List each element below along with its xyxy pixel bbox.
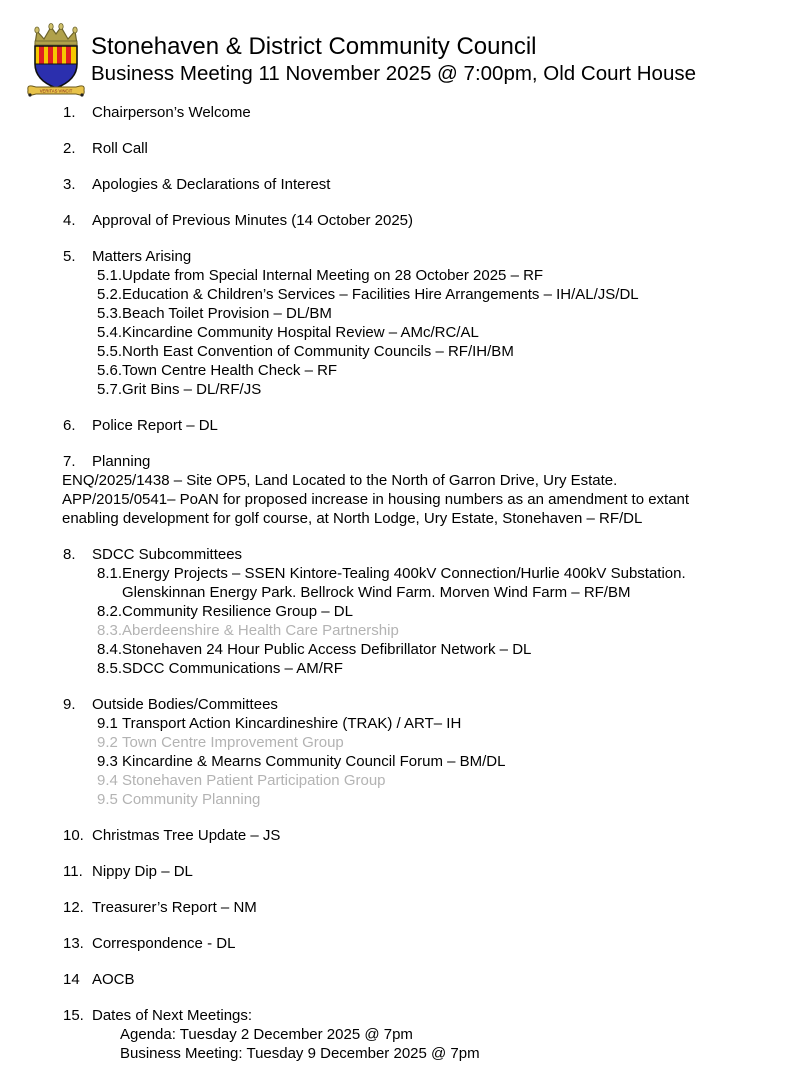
agenda-item-row — [63, 139, 800, 158]
agenda-subitem — [97, 602, 800, 621]
agenda-subitem-line: Town Centre Improvement Group — [122, 734, 344, 751]
agenda-subitem-number: 5.6. — [97, 362, 123, 379]
agenda-subitem-line: Transport Action Kincardineshire (TRAK) / ART– IH — [122, 715, 462, 732]
agenda-subitem-text — [122, 380, 782, 399]
agenda-item-title: Chairperson’s Welcome — [92, 104, 251, 121]
agenda-subitem — [97, 323, 800, 342]
agenda-item-row — [63, 452, 800, 471]
crest-motto-text: VERITAS VINCIT — [39, 88, 73, 94]
agenda-item-title: Matters Arising — [92, 248, 192, 265]
agenda-item-title: Roll Call — [92, 140, 148, 157]
agenda-subitem — [97, 285, 800, 304]
agenda-subitem-line: North East Convention of Community Councils – RF/IH/BM — [122, 343, 514, 360]
agenda-subitem-number: 8.5. — [97, 660, 123, 677]
agenda-item-row — [63, 545, 800, 564]
agenda-item-number: 8. — [63, 546, 76, 563]
agenda-subitem-line: Community Planning — [122, 791, 261, 808]
agenda-item-number: 15. — [63, 1007, 84, 1024]
agenda-subitem-line: Stonehaven 24 Hour Public Access Defibrillator Network – DL — [122, 641, 532, 658]
agenda-paragraph-line: APP/2015/0541– PoAN for proposed increase in housing numbers as an amendment to extant — [62, 491, 690, 508]
agenda-subitem-number: 9.1 — [97, 715, 118, 732]
agenda-subitem-number: 9.3 — [97, 753, 118, 770]
agenda-subitem-line: Update from Special Internal Meeting on 28 October 2025 – RF — [122, 267, 544, 284]
agenda-item-title: Dates of Next Meetings: — [92, 1007, 253, 1024]
agenda-item-row — [63, 175, 800, 194]
agenda-subitem-text — [122, 602, 782, 621]
agenda-subitem-line: Education & Children’s Services – Facilities Hire Arrangements – IH/AL/JS/DL — [122, 286, 639, 303]
agenda-item-row — [63, 898, 800, 917]
agenda-subitem — [97, 752, 800, 771]
agenda-item-number: 11. — [63, 863, 83, 880]
agenda-item — [0, 452, 800, 528]
agenda-item-row — [63, 416, 800, 435]
agenda-item — [0, 139, 800, 158]
agenda-subitem — [97, 361, 800, 380]
agenda-subitem-line: Energy Projects – SSEN Kintore-Tealing 400kV Connection/Hurlie 400kV Substation. — [122, 565, 686, 582]
agenda-item — [0, 695, 800, 809]
agenda-subitem — [97, 380, 800, 399]
agenda-subitem-line: Aberdeenshire & Health Care Partnership — [122, 622, 399, 639]
agenda-subitem-number: 5.3. — [97, 305, 123, 322]
agenda-item-title: Outside Bodies/Committees — [92, 696, 278, 713]
agenda-item — [0, 103, 800, 122]
agenda-subitem-line: Glenskinnan Energy Park. Bellrock Wind Farm. Morven Wind Farm – RF/BM — [122, 584, 631, 601]
agenda-item-number: 10. — [63, 827, 84, 844]
agenda-subitem-number: 5.1. — [97, 267, 123, 284]
agenda-item — [0, 898, 800, 917]
agenda-item-title: Nippy Dip – DL — [92, 863, 193, 880]
agenda-subitem-line: SDCC Communications – AM/RF — [122, 660, 343, 677]
agenda-subitem-number: 9.2 — [97, 734, 118, 751]
agenda-subitem-number: 5.5. — [97, 343, 123, 360]
agenda-subitem-line: Grit Bins – DL/RF/JS — [122, 381, 262, 398]
agenda-subitem — [97, 771, 800, 790]
agenda-item-row — [63, 934, 800, 953]
agenda-subitem — [97, 714, 800, 733]
agenda-item-title: Apologies & Declarations of Interest — [92, 176, 331, 193]
agenda-subitem — [97, 342, 800, 361]
agenda-item-number: 1. — [63, 104, 76, 121]
agenda-item-title: AOCB — [92, 971, 135, 988]
agenda-item-number: 9. — [63, 696, 76, 713]
agenda-item-row — [63, 970, 800, 989]
agenda-item-number: 12. — [63, 899, 84, 916]
agenda-item-number: 14 — [63, 971, 80, 988]
agenda-subitem-number: 8.3. — [97, 622, 123, 639]
agenda-subitem-line: Kincardine Community Hospital Review – AMc/RC/AL — [122, 324, 479, 341]
agenda-subitem-number: 5.2. — [97, 286, 123, 303]
agenda-item — [0, 826, 800, 845]
agenda-item-title: Christmas Tree Update – JS — [92, 827, 281, 844]
agenda-subitem-line: Kincardine & Mearns Community Council Forum – BM/DL — [122, 753, 506, 770]
agenda-subitem-number: 8.1. — [97, 565, 123, 582]
agenda-subitem-number: 9.5 — [97, 791, 118, 808]
agenda-item-row — [63, 826, 800, 845]
agenda-list — [0, 86, 800, 1063]
agenda-item — [0, 862, 800, 881]
agenda-item-number: 6. — [63, 417, 76, 434]
agenda-item-number: 2. — [63, 140, 76, 157]
agenda-subitem — [97, 733, 800, 752]
agenda-item — [0, 211, 800, 230]
agenda-item-number: 3. — [63, 176, 76, 193]
agenda-subitem — [97, 564, 800, 602]
agenda-subitem-text — [122, 659, 782, 678]
agenda-subitem — [97, 266, 800, 285]
agenda-item — [0, 970, 800, 989]
agenda-subitem-text — [122, 266, 782, 285]
agenda-item — [0, 175, 800, 194]
agenda-subitem-text — [122, 752, 782, 771]
agenda-item-number: 13. — [63, 935, 84, 952]
agenda-subitem — [97, 621, 800, 640]
agenda-paragraph-line: ENQ/2025/1438 – Site OP5, Land Located to the North of Garron Drive, Ury Estate. — [62, 472, 618, 489]
page-subtitle: Business Meeting 11 November 2025 @ 7:00pm, Old Court House — [91, 62, 696, 85]
agenda-detail-line: Business Meeting: Tuesday 9 December 2025 @ 7pm — [120, 1045, 480, 1062]
agenda-item — [0, 545, 800, 678]
agenda-subitem — [97, 304, 800, 323]
agenda-subitem-text — [122, 714, 782, 733]
agenda-item-row — [63, 211, 800, 230]
agenda-subitem-text — [122, 621, 782, 640]
agenda-item — [0, 1006, 800, 1063]
agenda-subitem-text — [122, 342, 782, 361]
agenda-subitem-text — [122, 771, 782, 790]
page-title: Stonehaven & District Community Council — [91, 33, 537, 60]
agenda-subitem-number: 5.7. — [97, 381, 123, 398]
agenda-item-title: Treasurer’s Report – NM — [92, 899, 257, 916]
agenda-item-title: Planning — [92, 453, 151, 470]
agenda-subitem — [97, 640, 800, 659]
agenda-item-title: Approval of Previous Minutes (14 October 2025) — [92, 212, 413, 229]
agenda-subitem-line: Community Resilience Group – DL — [122, 603, 353, 620]
agenda-item-title: SDCC Subcommittees — [92, 546, 243, 563]
agenda-subitem-number: 5.4. — [97, 324, 123, 341]
agenda-item-number: 7. — [63, 453, 76, 470]
agenda-item-title: Correspondence - DL — [92, 935, 236, 952]
agenda-item — [0, 247, 800, 399]
agenda-subitem-text — [122, 640, 782, 659]
agenda-item-number: 4. — [63, 212, 76, 229]
document-header — [91, 32, 696, 87]
agenda-item-row — [63, 695, 800, 714]
agenda-item-title: Police Report – DL — [92, 417, 218, 434]
agenda-subitem-text — [122, 790, 782, 809]
agenda-item-row — [63, 1006, 800, 1025]
agenda-subitem-text — [122, 304, 782, 323]
agenda-subitem-number: 8.4. — [97, 641, 123, 658]
agenda-subitem-number: 9.4 — [97, 772, 118, 789]
agenda-item — [0, 416, 800, 435]
agenda-subitem-text — [122, 361, 782, 380]
agenda-item — [0, 934, 800, 953]
agenda-item-number: 5. — [63, 248, 76, 265]
agenda-subitem-line: Beach Toilet Provision – DL/BM — [122, 305, 332, 322]
agenda-detail-line: Agenda: Tuesday 2 December 2025 @ 7pm — [120, 1026, 413, 1043]
agenda-subitem-number: 8.2. — [97, 603, 123, 620]
agenda-item-row — [63, 247, 800, 266]
agenda-subitem-line: Town Centre Health Check – RF — [122, 362, 338, 379]
agenda-subitem-text — [122, 733, 782, 752]
agenda-subitem-text — [122, 564, 782, 602]
agenda-subitem — [97, 659, 800, 678]
agenda-item-row — [63, 103, 800, 122]
agenda-paragraph-line: enabling development for golf course, at North Lodge, Ury Estate, Stonehaven – RF/DL — [62, 510, 643, 527]
agenda-subitem-text — [122, 323, 782, 342]
agenda-item-row — [63, 862, 800, 881]
agenda-subitem-line: Stonehaven Patient Participation Group — [122, 772, 386, 789]
agenda-subitem — [97, 790, 800, 809]
agenda-subitem-text — [122, 285, 782, 304]
